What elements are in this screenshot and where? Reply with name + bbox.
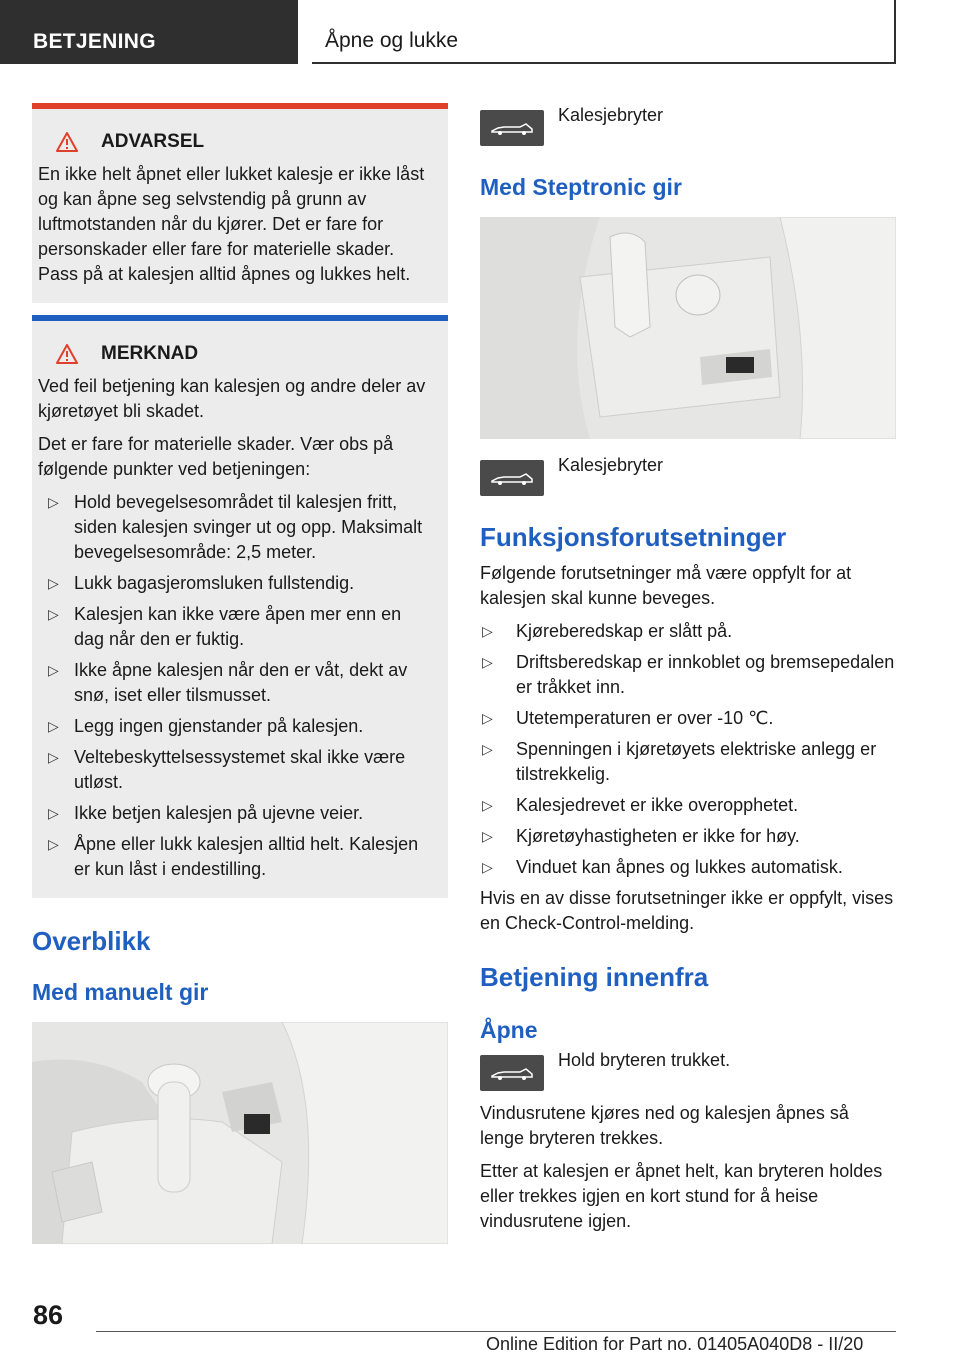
inside-paragraph-1: Vindusrutene kjøres ned og kalesjen åpnes så lenge bryteren trekkes. xyxy=(480,1103,849,1148)
list-item: ▷ Kalesjedrevet er ikke overopphetet. xyxy=(480,793,896,818)
note-header xyxy=(56,341,434,366)
hold-switch-row xyxy=(480,1048,896,1091)
inside-paragraph-2: Etter at kalesjen er åpnet helt, kan bryteren holdes eller trekkes igjen en kort stund for å heise vindusrutene igjen. xyxy=(480,1161,883,1231)
bullet-arrow-icon: ▷ xyxy=(48,805,59,821)
warning-text: En ikke helt åpnet eller lukket kalesje er ikke låst og kan åpne seg selvstendig på grunn av luftmotstanden når du kjører. Det er fare for personskader eller fare for materielle skader. Pass på at kalesjen alltid åpnes og lukkes helt. xyxy=(38,164,425,284)
list-item: ▷ Lukk bagasjeromsluken fullstendig. xyxy=(38,571,434,596)
bullet-arrow-icon: ▷ xyxy=(48,749,59,765)
list-item: ▷ Legg ingen gjenstander på kalesjen. xyxy=(38,714,434,739)
warning-header xyxy=(56,129,434,154)
note-paragraph-2: Det er fare for materielle skader. Vær obs på følgende punkter ved betjeningen: xyxy=(38,434,394,479)
prereq-intro: Følgende forutsetninger må være oppfylt for at kalesjen skal kunne beveges. xyxy=(480,563,852,608)
overview-heading: Overblikk xyxy=(32,926,151,956)
bullet-arrow-icon: ▷ xyxy=(48,606,59,622)
bullet-arrow-icon: ▷ xyxy=(48,718,59,734)
list-item: ▷ Vinduet kan åpnes og lukkes automatisk. xyxy=(480,855,896,880)
list-item: ▷ Utetemperaturen er over -10 ℃. xyxy=(480,706,896,731)
bullet-arrow-icon: ▷ xyxy=(482,828,493,844)
hold-switch-text: Hold bryteren trukket. xyxy=(558,1050,731,1070)
switch-label: Kalesjebryter xyxy=(558,455,664,475)
left-column xyxy=(32,103,448,1244)
prereq-outro: Hvis en av disse forutsetninger ikke er oppfylt, vises en Check-Control-melding. xyxy=(480,888,894,933)
header-section: BETJENING xyxy=(0,0,298,64)
steptronic-heading: Med Steptronic gir xyxy=(480,174,682,200)
steptronic-photo xyxy=(480,217,896,439)
bullet-arrow-icon: ▷ xyxy=(482,859,493,875)
warning-title: ADVARSEL xyxy=(101,131,205,152)
bullet-arrow-icon: ▷ xyxy=(48,662,59,678)
manual-gear-heading: Med manuelt gir xyxy=(32,979,209,1005)
caution-triangle-icon xyxy=(56,344,78,364)
footer-divider xyxy=(96,1331,896,1332)
bullet-arrow-icon: ▷ xyxy=(48,836,59,852)
header-chapter: Åpne og lukke xyxy=(312,0,896,64)
bullet-arrow-icon: ▷ xyxy=(482,654,493,670)
note-list xyxy=(38,490,434,882)
list-item: ▷ Ikke betjen kalesjen på ujevne veier. xyxy=(38,801,434,826)
list-item: ▷ Kjøreberedskap er slått på. xyxy=(480,619,896,644)
note-paragraph-1: Ved feil betjening kan kalesjen og andre deler av kjøretøyet bli skadet. xyxy=(38,376,426,421)
switch-legend-2 xyxy=(480,453,896,496)
convertible-top-icon xyxy=(480,110,544,146)
bullet-arrow-icon: ▷ xyxy=(482,797,493,813)
inside-heading: Betjening innenfra xyxy=(480,962,709,992)
switch-label: Kalesjebryter xyxy=(558,105,664,125)
note-box xyxy=(32,315,448,898)
convertible-top-icon xyxy=(480,460,544,496)
convertible-top-icon xyxy=(480,1055,544,1091)
bullet-arrow-icon: ▷ xyxy=(482,623,493,639)
list-item: ▷ Kjøretøyhastigheten er ikke for høy. xyxy=(480,824,896,849)
list-item: ▷ Veltebeskyttelsessystemet skal ikke være utløst. xyxy=(48,747,406,792)
bullet-arrow-icon: ▷ xyxy=(48,494,59,510)
list-item: ▷ Driftsberedskap er innkoblet og bremsepedalen er tråkket inn. xyxy=(482,652,895,697)
footer-edition: Online Edition for Part no. 01405A040D8 - II/20 xyxy=(486,1334,864,1354)
prereq-list xyxy=(480,619,896,880)
list-item: ▷ Åpne eller lukk kalesjen alltid helt. Kalesjen er kun låst i endestilling. xyxy=(48,834,419,879)
right-column xyxy=(480,103,896,1234)
list-item: ▷ Kalesjen kan ikke være åpen mer enn en dag når den er fuktig. xyxy=(48,604,402,649)
warning-triangle-icon xyxy=(56,132,78,152)
list-item: ▷ Ikke åpne kalesjen når den er våt, dekt av snø, iset eller tilsmusset. xyxy=(48,660,408,705)
manual-gear-photo xyxy=(32,1022,448,1244)
prereq-heading: Funksjonsforutsetninger xyxy=(480,522,787,552)
bullet-arrow-icon: ▷ xyxy=(482,741,493,757)
list-item: ▷ Hold bevegelsesområdet til kalesjen fritt, siden kalesjen svinger ut og opp. Maksimalt bevegelsesområde: 2,5 meter. xyxy=(48,492,423,562)
warning-box xyxy=(32,103,448,303)
bullet-arrow-icon: ▷ xyxy=(48,575,59,591)
open-heading: Åpne xyxy=(480,1017,538,1043)
switch-legend-1 xyxy=(480,103,896,146)
bullet-arrow-icon: ▷ xyxy=(482,710,493,726)
page-number: 86 xyxy=(33,1300,64,1330)
note-title: MERKNAD xyxy=(101,343,199,364)
list-item: ▷ Spenningen i kjøretøyets elektriske anlegg er tilstrekkelig. xyxy=(482,739,877,784)
